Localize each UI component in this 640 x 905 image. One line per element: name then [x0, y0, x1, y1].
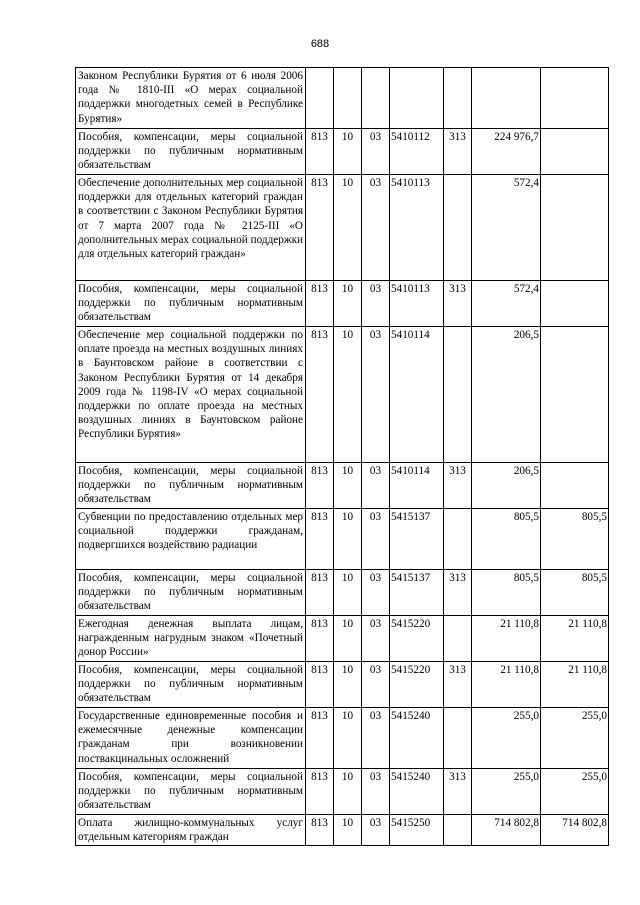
- table-row: [76, 616, 609, 662]
- subsection-code: 03: [362, 616, 390, 662]
- amount-total: 572,4: [472, 281, 541, 327]
- expense-type-code: 313: [444, 769, 472, 815]
- grbs-code: 813: [306, 129, 334, 175]
- row-description: Пособия, компенсации, меры социальной поддержки по публичным нормативным обязательствам: [76, 129, 306, 175]
- amount-federal: 714 802,8: [541, 815, 609, 846]
- target-item-code: 5410113: [390, 175, 444, 281]
- grbs-code: 813: [306, 327, 334, 463]
- section-code: 10: [334, 509, 362, 570]
- subsection-code: 03: [362, 570, 390, 616]
- expense-type-code: [444, 708, 472, 769]
- target-item-code: 5415240: [390, 708, 444, 769]
- table-row: [76, 463, 609, 509]
- expense-type-code: [444, 616, 472, 662]
- table-row: [76, 815, 609, 846]
- row-description: Оплата жилищно-коммунальных услуг отдельным категориям граждан: [76, 815, 306, 846]
- amount-total: 206,5: [472, 463, 541, 509]
- expense-type-code: 313: [444, 570, 472, 616]
- amount-total: 206,5: [472, 327, 541, 463]
- budget-table: [75, 67, 609, 846]
- grbs-code: 813: [306, 463, 334, 509]
- grbs-code: 813: [306, 509, 334, 570]
- row-description: Пособия, компенсации, меры социальной поддержки по публичным нормативным обязательствам: [76, 463, 306, 509]
- table-row: [76, 570, 609, 616]
- target-item-code: 5410114: [390, 463, 444, 509]
- subsection-code: 03: [362, 815, 390, 846]
- target-item-code: 5415137: [390, 509, 444, 570]
- grbs-code: 813: [306, 769, 334, 815]
- grbs-code: 813: [306, 616, 334, 662]
- section-code: 10: [334, 815, 362, 846]
- amount-total: [472, 68, 541, 129]
- amount-total: 255,0: [472, 708, 541, 769]
- target-item-code: 5415240: [390, 769, 444, 815]
- row-description: Пособия, компенсации, меры социальной поддержки по публичным нормативным обязательствам: [76, 662, 306, 708]
- subsection-code: 03: [362, 327, 390, 463]
- amount-federal: 805,5: [541, 509, 609, 570]
- row-description: Обеспечение мер социальной поддержки по оплате проезда на местных воздушных линиях в Баунтовском районе в соответствии с Законом Республики Бурятия от 14 декабря 2009 года № 1198-IV «О мерах социальной поддержки по оплате проезда на местных воздушных линиях в Баунтовском районе Республики Бурятия»: [76, 327, 306, 463]
- section-code: 10: [334, 769, 362, 815]
- grbs-code: 813: [306, 708, 334, 769]
- target-item-code: 5410114: [390, 327, 444, 463]
- amount-federal: 255,0: [541, 708, 609, 769]
- row-description: Ежегодная денежная выплата лицам, награжденным нагрудным знаком «Почетный донор России»: [76, 616, 306, 662]
- amount-federal: 255,0: [541, 769, 609, 815]
- section-code: 10: [334, 708, 362, 769]
- expense-type-code: 313: [444, 662, 472, 708]
- amount-total: 714 802,8: [472, 815, 541, 846]
- table-row: [76, 769, 609, 815]
- section-code: 10: [334, 662, 362, 708]
- amount-federal: [541, 129, 609, 175]
- subsection-code: 03: [362, 662, 390, 708]
- expense-type-code: 313: [444, 281, 472, 327]
- row-description: Пособия, компенсации, меры социальной поддержки по публичным нормативным обязательствам: [76, 769, 306, 815]
- amount-federal: 21 110,8: [541, 616, 609, 662]
- subsection-code: 03: [362, 175, 390, 281]
- amount-total: 805,5: [472, 570, 541, 616]
- amount-total: 805,5: [472, 509, 541, 570]
- section-code: 10: [334, 616, 362, 662]
- target-item-code: 5415220: [390, 616, 444, 662]
- subsection-code: [362, 68, 390, 129]
- expense-type-code: [444, 509, 472, 570]
- table-row: [76, 662, 609, 708]
- subsection-code: 03: [362, 463, 390, 509]
- expense-type-code: 313: [444, 463, 472, 509]
- target-item-code: [390, 68, 444, 129]
- section-code: [334, 68, 362, 129]
- target-item-code: 5415220: [390, 662, 444, 708]
- section-code: 10: [334, 175, 362, 281]
- amount-total: 572,4: [472, 175, 541, 281]
- amount-total: 224 976,7: [472, 129, 541, 175]
- section-code: 10: [334, 129, 362, 175]
- row-description: Государственные единовременные пособия и ежемесячные денежные компенсации гражданам при возникновении поствакцинальных осложнений: [76, 708, 306, 769]
- amount-federal: 805,5: [541, 570, 609, 616]
- row-description: Пособия, компенсации, меры социальной поддержки по публичным нормативным обязательствам: [76, 281, 306, 327]
- table-row: [76, 708, 609, 769]
- table-row: [76, 327, 609, 463]
- target-item-code: 5415137: [390, 570, 444, 616]
- grbs-code: 813: [306, 815, 334, 846]
- expense-type-code: 313: [444, 129, 472, 175]
- subsection-code: 03: [362, 509, 390, 570]
- subsection-code: 03: [362, 129, 390, 175]
- row-description: Пособия, компенсации, меры социальной поддержки по публичным нормативным обязательствам: [76, 570, 306, 616]
- amount-federal: 21 110,8: [541, 662, 609, 708]
- row-description: Законом Республики Бурятия от 6 июля 2006 года № 1810-III «О мерах социальной поддержки многодетных семей в Республике Бурятия»: [76, 68, 306, 129]
- section-code: 10: [334, 281, 362, 327]
- amount-federal: [541, 68, 609, 129]
- table-row: [76, 68, 609, 129]
- amount-federal: [541, 175, 609, 281]
- target-item-code: 5415250: [390, 815, 444, 846]
- subsection-code: 03: [362, 708, 390, 769]
- grbs-code: 813: [306, 281, 334, 327]
- grbs-code: [306, 68, 334, 129]
- expense-type-code: [444, 327, 472, 463]
- expense-type-code: [444, 175, 472, 281]
- subsection-code: 03: [362, 769, 390, 815]
- amount-total: 21 110,8: [472, 662, 541, 708]
- target-item-code: 5410113: [390, 281, 444, 327]
- page-number: 688: [310, 38, 330, 50]
- expense-type-code: [444, 68, 472, 129]
- amount-federal: [541, 327, 609, 463]
- section-code: 10: [334, 463, 362, 509]
- amount-federal: [541, 463, 609, 509]
- row-description: Субвенции по предоставлению отдельных мер социальной поддержки гражданам, подвергшихся воздействию радиации: [76, 509, 306, 570]
- amount-federal: [541, 281, 609, 327]
- budget-table-body: [76, 68, 609, 846]
- grbs-code: 813: [306, 175, 334, 281]
- grbs-code: 813: [306, 662, 334, 708]
- target-item-code: 5410112: [390, 129, 444, 175]
- table-row: [76, 129, 609, 175]
- table-row: [76, 509, 609, 570]
- section-code: 10: [334, 570, 362, 616]
- section-code: 10: [334, 327, 362, 463]
- table-row: [76, 175, 609, 281]
- subsection-code: 03: [362, 281, 390, 327]
- row-description: Обеспечение дополнительных мер социальной поддержки для отдельных категорий граждан в соответствии с Законом Республики Бурятия от 7 марта 2007 года № 2125-III «О дополнительных мерах социальной поддержки для отдельных категорий граждан»: [76, 175, 306, 281]
- table-row: [76, 281, 609, 327]
- amount-total: 255,0: [472, 769, 541, 815]
- expense-type-code: [444, 815, 472, 846]
- amount-total: 21 110,8: [472, 616, 541, 662]
- grbs-code: 813: [306, 570, 334, 616]
